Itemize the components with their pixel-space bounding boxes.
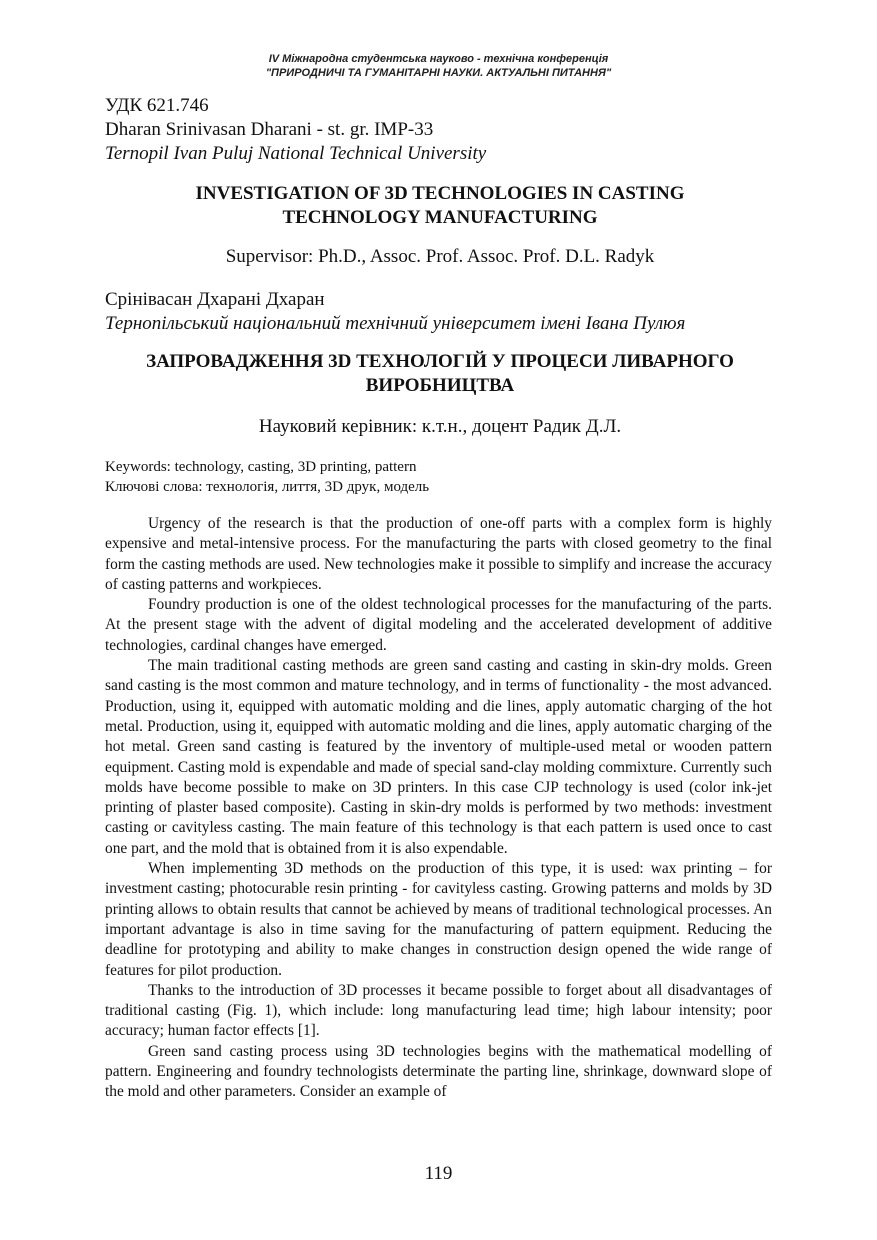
paper-title-en-line2: TECHNOLOGY MANUFACTURING [282,207,598,228]
author-name-uk: Срінівасан Дхарані Дхаран [105,289,325,310]
paper-title-uk [105,350,775,398]
paragraph: Foundry production is one of the oldest technological processes for the manufacturing of the parts. At the present stage with the advent of digital modeling and the accelerated development of additive technologies, cardinal changes have emerged. [105,596,772,654]
paper-title-uk-line1: ЗАПРОВАДЖЕННЯ 3D ТЕХНОЛОГІЙ У ПРОЦЕСИ ЛИВАРНОГО [146,351,734,372]
paragraph: Urgency of the research is that the production of one-off parts with a complex form is highly expensive and metal-intensive process. For the manufacturing the parts with closed geometry to the final form the casting methods are used. New technologies make it possible to simplify and increase the accuracy of casting patterns and workpieces. [105,515,772,593]
conference-header-line2: "ПРИРОДНИЧІ ТА ГУМАНІТАРНІ НАУКИ. АКТУАЛЬНІ ПИТАННЯ" [265,67,612,79]
paper-title-uk-line2: ВИРОБНИЦТВА [365,375,515,396]
paragraph: Thanks to the introduction of 3D processes it became possible to forget about all disadvantages of traditional casting (Fig. 1), which include: long manufacturing lead time; high labour intensity; poor accuracy; human factor effects [1]. [105,981,772,1040]
supervisor-uk: Науковий керівник: к.т.н., доцент Радик Д.Л. [258,416,622,437]
paper-title-en-line1: INVESTIGATION OF 3D TECHNOLOGIES IN CASTING [195,183,685,204]
paragraph: The main traditional casting methods are green sand casting and casting in skin-dry molds. Green sand casting is the most common and mature technology, and in terms of functionality - the most advanced. Production, using it, equipped with automatic molding and die lines, apply automatic charging of the hot metal. Production, using it, equipped with automatic molding and die lines, apply automatic charging of the hot metal. Green sand casting is featured by the inventory of multiple-used metal or wooden pattern equipment. Casting mold is expendable and made of special sand-clay molding commixture. Currently such molds have become possible to make on 3D printers. In this case CJP technology is used (color ink-jet printing of plaster based composite). Casting in skin-dry molds is performed by two methods: investment casting or cavityless casting. The main feature of this technology is that each pattern is used once to cast one part, and the mold that is obtained from it is also expendable. [105,657,772,857]
udk-code: УДК 621.746 [105,95,209,116]
author-name-en: Dharan Srinivasan Dharani - st. gr. IMP-33 [105,119,434,140]
keywords-uk: Ключові слова: технологія, лиття, 3D друк, модель [105,479,430,495]
conference-header [0,52,877,80]
paper-title-en [105,182,775,230]
body-text [105,514,772,1103]
conference-header-line1: IV Міжнародна студентська науково - технічна конференція [268,53,609,65]
keywords-en: Keywords: technology, casting, 3D printing, pattern [105,459,417,475]
university-en: Ternopil Ivan Puluj National Technical University [105,143,487,164]
supervisor-en: Supervisor: Ph.D., Assoc. Prof. Assoc. Prof. D.L. Radyk [225,246,655,267]
paragraph: Green sand casting process using 3D technologies begins with the mathematical modelling of pattern. Engineering and foundry technologists determinate the parting line, shrinkage, downward slope of the mold and other parameters. Consider an example of [105,1042,772,1101]
university-uk: Тернопільський національний технічний університет імені Івана Пулюя [105,313,686,334]
page-number: 119 [424,1163,453,1184]
paragraph: When implementing 3D methods on the production of this type, it is used: wax printing – for investment casting; photocurable resin printing - for cavityless casting. Growing patterns and molds by 3D printing allows to obtain results that cannot be achieved by means of traditional technological processes. An important advantage is also in time saving for the manufacturing of pattern equipment. Reducing the deadline for prototyping and ability to make changes in construction design opened the wide range of features for pilot production. [105,860,772,979]
